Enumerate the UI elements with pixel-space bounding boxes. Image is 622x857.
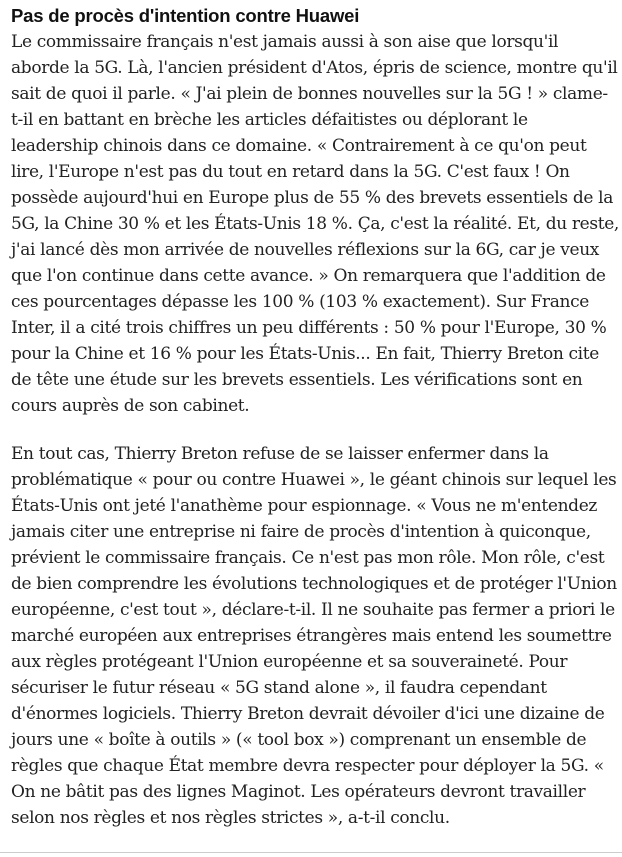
article-paragraph-2: En tout cas, Thierry Breton refuse de se laisser enfermer dans la problématique « pour ou contre Huawei », le géant chinois sur lequel les États-Unis ont jeté l'anathème pour espionnage. « Vous ne m'entendez jamais citer une entreprise ni faire de procès d'intention à quiconque, prévient le commissaire français. Ce n'est pas mon rôle. Mon rôle, c'est de bien comprendre les évolutions technologiques et de protéger l'Union européenne, c'est tout », déclare-t-il. Il ne souhaite pas fermer a priori le marché européen aux entreprises étrangères mais entend les soumettre aux règles protégeant l'Union européenne et sa souveraineté. Pour sécuriser le futur réseau « 5G stand alone », il faudra cependant d'énormes logiciels. Thierry Breton devrait dévoiler d'ici une dizaine de jours une « boîte à outils » (« tool box ») comprenant un ensemble de règles que chaque État membre devra respecter pour déployer la 5G. « On ne bâtit pas des lignes Maginot. Les opérateurs devront travailler selon nos règles et nos règles strictes », a-t-il conclu. xyxy=(11,444,617,828)
article xyxy=(11,3,619,831)
article-title: Pas de procès d'intention contre Huawei xyxy=(11,5,360,26)
article-paragraph-1: Le commissaire français n'est jamais aussi à son aise que lorsqu'il aborde la 5G. Là, l'ancien président d'Atos, épris de science, montre qu'il sait de quoi il parle. « J'ai plein de bonnes nouvelles sur la 5G ! » clame-t-il en battant en brèche les articles défaitistes ou déplorant le leadership chinois dans ce domaine. « Contrairement à ce qu'on peut lire, l'Europe n'est pas du tout en retard dans la 5G. C'est faux ! On possède aujourd'hui en Europe plus de 55 % des brevets essentiels de la 5G, la Chine 30 % et les États-Unis 18 %. Ça, c'est la réalité. Et, du reste, j'ai lancé dès mon arrivée de nouvelles réflexions sur la 6G, car je veux que l'on continue dans cette avance. » On remarquera que l'addition de ces pourcentages dépasse les 100 % (103 % exactement). Sur France Inter, il a cité trois chiffres un peu différents : 50 % pour l'Europe, 30 % pour la Chine et 16 % pour les États-Unis... En fait, Thierry Breton cite de tête une étude sur les brevets essentiels. Les vérifications sont en cours auprès de son cabinet. xyxy=(11,32,619,416)
bottom-divider xyxy=(0,852,622,853)
